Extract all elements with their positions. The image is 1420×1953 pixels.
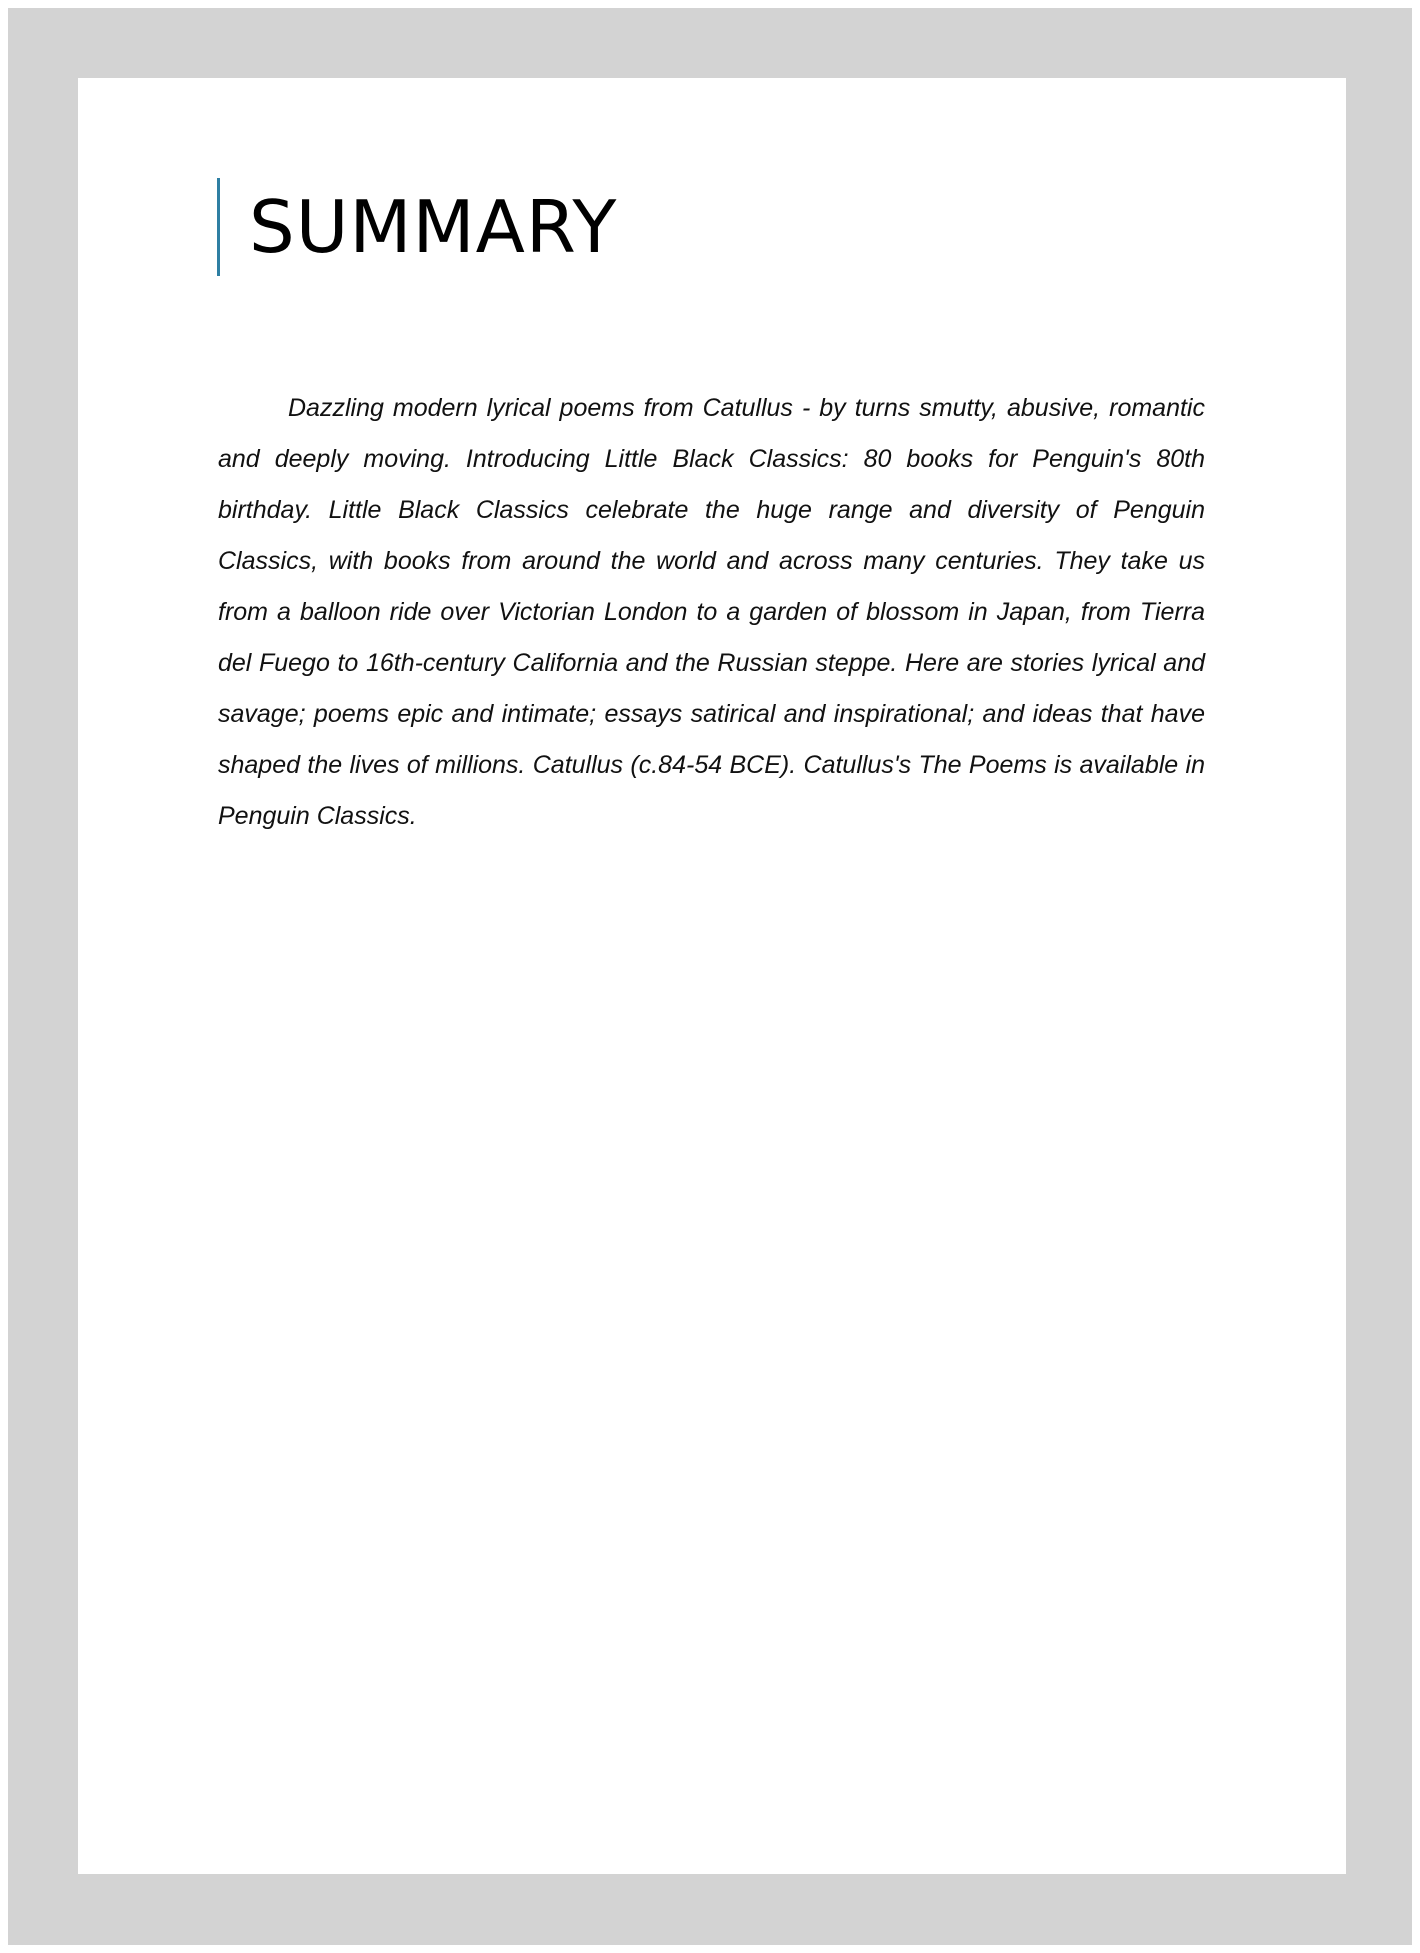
document-page [78, 78, 1346, 1874]
heading-block [217, 178, 617, 276]
page-title: SUMMARY [249, 185, 618, 269]
page-frame [8, 8, 1412, 1945]
summary-paragraph: Dazzling modern lyrical poems from Catullus - by turns smutty, abusive, romantic and deeply moving. Introducing Little Black Classics: 80 books for Penguin's 80th birthday. Little Black Classics celebrate the huge range and diversity of Penguin Classics, with books from around the world and across many centuries. They take us from a balloon ride over Victorian London to a garden of blossom in Japan, from Tierra del Fuego to 16th-century California and the Russian steppe. Here are stories lyrical and savage; poems epic and intimate; essays satirical and inspirational; and ideas that have shaped the lives of millions. Catullus (c.84-54 BCE). Catullus's The Poems is available in Penguin Classics. [218, 394, 1205, 830]
